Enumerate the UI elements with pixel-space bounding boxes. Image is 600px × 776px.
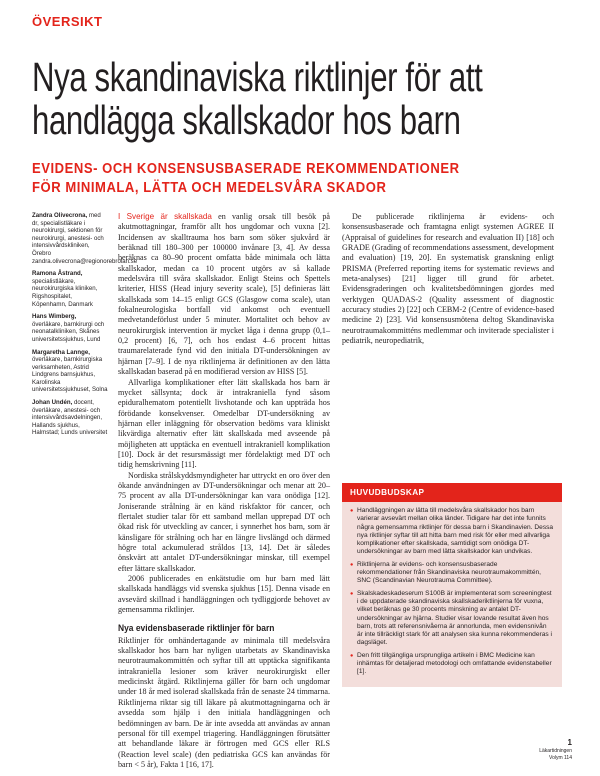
key-message-item: ● Handläggningen av lätta till medelsvåra skallskador hos barn varierar avsevärt mellan olika länder. Tidigare har det inte funnits några gemensamma riktlinjer för dessa barn i Skandinavien. Dessa nya riktlinjer syftar till att hitta barn med risk för eller med allvarliga komplikationer efter skallskada, samtidigt som onödiga DT-undersökningar av barn med lätta skallskador kan undvikas.: [350, 507, 554, 557]
title-line-1: Nya skandinaviska riktlinjer för att: [32, 54, 483, 100]
paragraph-text: en vanlig orsak till besök på akutmottagningar, framför allt hos ungdomar och vuxna [2]. Incidensen av skalltrauma hos barn som söker sjukvård är beräknad till 180–300 per 100000 invånare [3, 4]. Av dessa beräknas ca 80–90 procent omfatta både minimala och lätta skallskador, medan ca 10 procent utgörs av så kallade medelsvåra till svåra skallskador. Enligt Steins och Spettels kriterier, HISS (Head injury severity scale), [5] definieras lätt skallskada som 14–15 enligt GCS (Glasgow coma scale), utan fokalneurologiska bortfall vid ankomst och eventuell medvetandeförlust under 5 minuter. Mortalitet och behov av neurokirurgisk intervention är mycket låga i denna grupp (0,1–0,2 procent) [6, 7], och hos endast 4–6 procent hittas traumarelaterade fynd vid den initiala DT-undersökningen av hjärnan [7–9]. I de nya riktlinjerna är definitionen av den lätta skallskadan baserad på en modifierad version av HISS [5].: [118, 212, 330, 377]
author-affiliation: med dr, specialistläkare i neurokirurgi, sektionen för neurokirurgi, anestesi- och intensivvårdskliniken, Örebro: [32, 212, 104, 257]
journal-info: [539, 748, 572, 761]
journal-name: Läkartidningen: [539, 748, 572, 754]
article-title: [32, 54, 483, 143]
author-affiliation: överläkare, barnkirurgiska verksamheten, Astrid Lindgrens barnsjukhus, Karolinska universitetssjukhuset, Solna: [32, 356, 108, 394]
key-message-item: ● Den fritt tillgängliga ursprungliga artikeln i BMC Medicine kan inhämtas för detaljerad metodologi och omfattande evidenstabeller [1].: [350, 652, 554, 677]
author-entry: [32, 349, 108, 395]
author-entry: [32, 399, 108, 437]
author-entry: [32, 270, 108, 308]
author-name: Zandra Olivecrona,: [32, 212, 88, 219]
journal-volume: Volym 114: [549, 754, 572, 761]
key-messages-title: HUVUDBUDSKAP: [342, 483, 562, 502]
body-column-1: [118, 212, 330, 769]
article-subtitle: [32, 160, 536, 198]
body-paragraph: [118, 212, 330, 378]
author-affiliation: överläkare, barnkirurgi och neonatalkliniken, Skånes universitetssjukhus, Lund: [32, 320, 105, 343]
body-paragraph: 2006 publicerades en enkätstudie om hur barn med lätt skallskada handläggs vid svenska sjukhus [15]. Denna visade en avsevärd skillnad i handläggningen och tydliggjorde behovet av gemensamma riktlinjer.: [118, 574, 330, 615]
author-entry: [32, 313, 108, 343]
body-paragraph: De publicerade riktlinjerna är evidens- och konsensusbaserade och framtagna enligt systemen AGREE II (Appraisal of guidelines for research and evaluation II) [18] och GRADE (Grading of recommendations assessment, development and evaluation) [19, 20]. En systematisk granskning enligt PRISMA (Preferred reporting items for systematic reviews and meta-analyses) [21] ligger till grund för arbetet. Evidensgraderingen och kvalitetsbedömningen gjordes med verktygen QUADAS-2 (Quality assessment of diagnostic accuracy studies 2) [22] och CEBM-2 (Centre of evidence-based medicine 2) [23]. Vid konsensusmötena deltog Skandinaviska neurotraumakommitténs medlemmar och inviterade specialister i pediatrik, neuropediatrik,: [342, 212, 554, 346]
page-number: 1: [567, 738, 572, 747]
author-affiliation: docent, överläkare, anestesi- och intensivvårdsavdelningen, Hallands sjukhus, Halmstad; Lunds universitet: [32, 399, 108, 437]
body-column-2: [342, 212, 554, 346]
body-paragraph: Riktlinjer för omhändertagande av minimala till medelsvåra skallskador hos barn har nyligen utarbetats av Skandinaviska neurotraumakommittén och syftar till att upptäcka signifikanta intrakraniella lesioner som kräver neurokirurgiskt eller medicinskt åtgärd. Riktlinjerna gäller för barn och ungdomar under 18 år med isolerad skallskada från de senaste 24 timmarna. Riktlinjerna riktar sig till läkare på akutmottagningarna och är avsedda som hjälp i den initiala handläggningen och bedömningen av barn. De är inte avsedda att användas av annan personal för till exempel triagering. Handläggningen förutsätter att behandlande läkare är förtrogen med GCS eller RLS (Reaction level scale) (den pediatriska GCS kan användas för barn < 5 år), Fakta 1 [16, 17].: [118, 635, 330, 769]
author-affiliation: specialistläkare, neurokirurgiska kliniken, Rigshospitalet, Köpenhamn, Danmark: [32, 277, 98, 308]
author-email[interactable]: zandra.olivecrona@regionorebrolan.se: [32, 257, 138, 265]
section-label: ÖVERSIKT: [32, 14, 103, 29]
author-name: Johan Undén,: [32, 399, 73, 407]
subtitle-line-2: FÖR MINIMALA, LÄTTA OCH MEDELSVÅRA SKADOR: [32, 180, 387, 196]
section-subheading: Nya evidensbaserade riktlinjer för barn: [118, 623, 275, 634]
paragraph-lead: I Sverige är skallskada: [118, 212, 212, 221]
author-name: Margaretha Lannge,: [32, 348, 90, 356]
title-line-2: handlägga skallskador hos barn: [32, 97, 461, 143]
author-name: Ramona Åstrand,: [32, 270, 83, 278]
subtitle-line-1: EVIDENS- OCH KONSENSUSBASERADE REKOMMENDATIONER: [32, 161, 460, 177]
author-entry: [32, 212, 138, 265]
key-message-item: ● Riktlinjerna är evidens- och konsensusbaserade rekommendationer från Skandinaviska neurotraumakommittén, SNC (Scandinavian Neurotrauma Committee).: [350, 561, 554, 586]
key-messages-box: [342, 483, 562, 687]
key-message-item: ● Skalskadeskadeserum S100B är implementerat som screeningtest i de uppdaterade skandinaviska skallskaderiktlinjerna för vuxna, vilket beräknas ge 30 procents minskning av antalet DT-undersökningar av hjärna. Studier visar lovande resultat även hos barn, trots att referensnivåerna är annorlunda, men evidensnivån är inte tillräckligt stark för att analysen ska kunna rekommenderas i dagsläget.: [350, 590, 554, 648]
key-messages-list: [342, 502, 562, 677]
body-paragraph: Nordiska strålskyddsmyndigheter har uttryckt en oro över den ökande användningen av DT-undersökningar och menar att 20–75 procent av alla DT-undersökningar kan vara onödiga [12]. Joniserande strålning är en känd riskfaktor för cancer, och flertalet studier talar för ett samband mellan upprepad DT och ökad risk för utveckling av cancer, i synnerhet hos barn, som är känsligare för strålning och har en längre livslängd och därmed högre total ackumulerad stråldos [13, 14]. Det är således önskvärt att antalet DT-undersökningar minskar, till exempel efter lättare skallskador.: [118, 470, 330, 573]
author-name: Hans Wimberg,: [32, 313, 77, 321]
author-list: [32, 212, 138, 442]
body-paragraph: Allvarliga komplikationer efter lätt skallskada hos barn är mycket sällsynta; dock är intrakraniella fynd såsom epiduralhematom potentiellt livshotande och kan uppträda hos förödande konsekvenser. Omedelbar DT-undersökning av hjärnan eller inläggning för observation bedöms vara kliniskt likvärdiga alternativ efter lätt skallskada med avseende på möjligheten att upptäcka en eventuell intrakraniell komplikation [10]. Dock är det resursmässigt mer fördelaktigt med DT och tidig hemskrivning [11].: [118, 377, 330, 470]
